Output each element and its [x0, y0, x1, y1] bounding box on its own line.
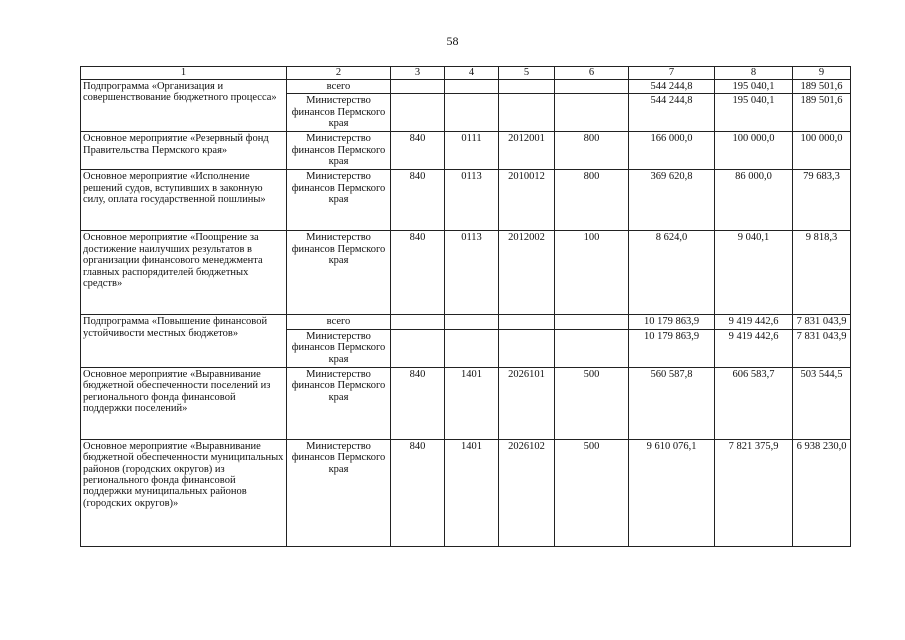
- grbs-cell: [391, 80, 445, 94]
- column-header: 9: [793, 67, 851, 80]
- vr-cell: 100: [555, 231, 629, 315]
- rzpr-cell: 0111: [445, 132, 499, 170]
- value-cell: 100 000,0: [715, 132, 793, 170]
- executor-cell: Министерство финансов Пермского края: [287, 132, 391, 170]
- column-header: 5: [499, 67, 555, 80]
- rzpr-cell: [445, 80, 499, 94]
- csr-cell: 2010012: [499, 170, 555, 231]
- vr-cell: [555, 80, 629, 94]
- csr-cell: [499, 315, 555, 329]
- value-cell: 10 179 863,9: [629, 329, 715, 367]
- executor-cell: Министерство финансов Пермского края: [287, 439, 391, 546]
- rzpr-cell: 1401: [445, 367, 499, 439]
- executor-cell: Министерство финансов Пермского края: [287, 94, 391, 132]
- value-cell: 9 610 076,1: [629, 439, 715, 546]
- activity-name: Основное мероприятие «Выравнивание бюджетной обеспеченности муниципальных районов (городских округов) из регионального фонда финансовой поддержки муниципальных районов (городских округов)»: [81, 439, 287, 546]
- column-header: 3: [391, 67, 445, 80]
- value-cell: 8 624,0: [629, 231, 715, 315]
- value-cell: 189 501,6: [793, 80, 851, 94]
- rzpr-cell: 1401: [445, 439, 499, 546]
- value-cell: 369 620,8: [629, 170, 715, 231]
- activity-name: Основное мероприятие «Исполнение решений судов, вступивших в законную силу, оплата государственной пошлины»: [81, 170, 287, 231]
- value-cell: 195 040,1: [715, 80, 793, 94]
- value-cell: 9 419 442,6: [715, 315, 793, 329]
- value-cell: 503 544,5: [793, 367, 851, 439]
- executor-cell: Министерство финансов Пермского края: [287, 170, 391, 231]
- rzpr-cell: [445, 315, 499, 329]
- grbs-cell: [391, 94, 445, 132]
- value-cell: 189 501,6: [793, 94, 851, 132]
- budget-table: [80, 66, 851, 547]
- grbs-cell: 840: [391, 367, 445, 439]
- table-row: [81, 80, 851, 94]
- activity-name: Основное мероприятие «Резервный фонд Правительства Пермского края»: [81, 132, 287, 170]
- table-row: [81, 231, 851, 315]
- rzpr-cell: [445, 94, 499, 132]
- executor-cell: всего: [287, 315, 391, 329]
- csr-cell: 2026102: [499, 439, 555, 546]
- executor-cell: всего: [287, 80, 391, 94]
- value-cell: 7 821 375,9: [715, 439, 793, 546]
- column-header: 2: [287, 67, 391, 80]
- executor-cell: Министерство финансов Пермского края: [287, 329, 391, 367]
- column-header: 4: [445, 67, 499, 80]
- activity-name: Основное мероприятие «Поощрение за достижение наилучших результатов в организации финансового менеджмента главных распорядителей бюджетных средств»: [81, 231, 287, 315]
- vr-cell: [555, 315, 629, 329]
- vr-cell: [555, 94, 629, 132]
- grbs-cell: 840: [391, 170, 445, 231]
- activity-name: Подпрограмма «Организация и совершенствование бюджетного процесса»: [81, 80, 287, 132]
- table-row: [81, 132, 851, 170]
- header-row: [81, 67, 851, 80]
- page-number: 58: [446, 34, 459, 48]
- value-cell: 6 938 230,0: [793, 439, 851, 546]
- csr-cell: [499, 80, 555, 94]
- vr-cell: [555, 329, 629, 367]
- csr-cell: 2026101: [499, 367, 555, 439]
- value-cell: 560 587,8: [629, 367, 715, 439]
- column-header: 6: [555, 67, 629, 80]
- value-cell: 195 040,1: [715, 94, 793, 132]
- column-header: 8: [715, 67, 793, 80]
- value-cell: 86 000,0: [715, 170, 793, 231]
- grbs-cell: 840: [391, 231, 445, 315]
- vr-cell: 500: [555, 367, 629, 439]
- value-cell: 10 179 863,9: [629, 315, 715, 329]
- grbs-cell: 840: [391, 439, 445, 546]
- executor-cell: Министерство финансов Пермского края: [287, 231, 391, 315]
- value-cell: 606 583,7: [715, 367, 793, 439]
- vr-cell: 500: [555, 439, 629, 546]
- table-row: [81, 170, 851, 231]
- value-cell: 544 244,8: [629, 80, 715, 94]
- vr-cell: 800: [555, 132, 629, 170]
- value-cell: 100 000,0: [793, 132, 851, 170]
- csr-cell: [499, 329, 555, 367]
- rzpr-cell: [445, 329, 499, 367]
- value-cell: 9 040,1: [715, 231, 793, 315]
- vr-cell: 800: [555, 170, 629, 231]
- grbs-cell: [391, 329, 445, 367]
- csr-cell: 2012002: [499, 231, 555, 315]
- value-cell: 166 000,0: [629, 132, 715, 170]
- csr-cell: 2012001: [499, 132, 555, 170]
- csr-cell: [499, 94, 555, 132]
- column-header: 7: [629, 67, 715, 80]
- table-row: [81, 315, 851, 329]
- executor-cell: Министерство финансов Пермского края: [287, 367, 391, 439]
- value-cell: 7 831 043,9: [793, 315, 851, 329]
- table-row: [81, 367, 851, 439]
- value-cell: 79 683,3: [793, 170, 851, 231]
- rzpr-cell: 0113: [445, 170, 499, 231]
- column-header: 1: [81, 67, 287, 80]
- activity-name: Подпрограмма «Повышение финансовой устойчивости местных бюджетов»: [81, 315, 287, 367]
- grbs-cell: 840: [391, 132, 445, 170]
- value-cell: 544 244,8: [629, 94, 715, 132]
- value-cell: 7 831 043,9: [793, 329, 851, 367]
- table-row: [81, 439, 851, 546]
- value-cell: 9 419 442,6: [715, 329, 793, 367]
- grbs-cell: [391, 315, 445, 329]
- value-cell: 9 818,3: [793, 231, 851, 315]
- activity-name: Основное мероприятие «Выравнивание бюджетной обеспеченности поселений из регионального фонда финансовой поддержки поселений»: [81, 367, 287, 439]
- rzpr-cell: 0113: [445, 231, 499, 315]
